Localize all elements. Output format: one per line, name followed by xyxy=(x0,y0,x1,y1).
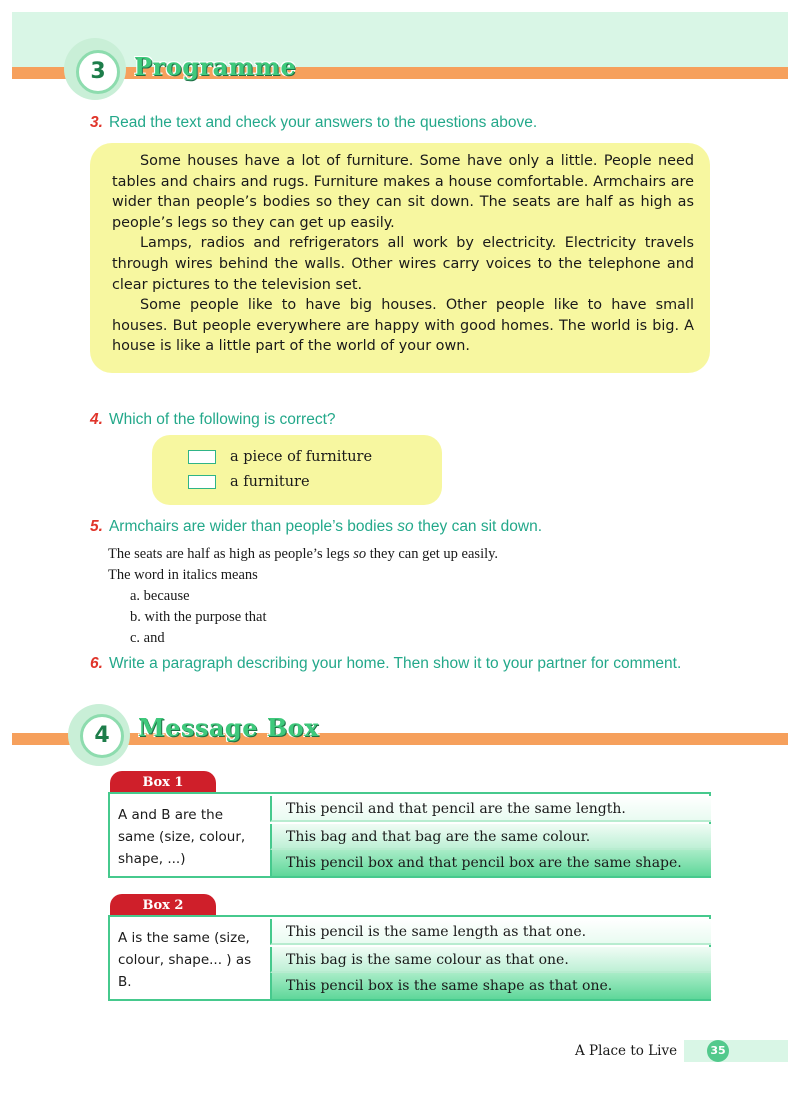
box-2-tab: Box 2 xyxy=(110,894,216,916)
answer-option[interactable] xyxy=(188,446,372,468)
sentence-italic-word: so xyxy=(353,546,367,562)
footer-band xyxy=(684,1040,788,1062)
box-rule xyxy=(110,794,270,876)
section-title: Message Box xyxy=(138,713,319,742)
rule-line: colour, shape... ) as xyxy=(118,952,252,968)
answer-checkbox[interactable] xyxy=(188,475,216,489)
box-1-table xyxy=(108,792,711,878)
answer-options-box xyxy=(152,435,442,505)
box-1-tab: Box 1 xyxy=(110,771,216,793)
choice-c: c. and xyxy=(130,630,165,646)
example-row: This pencil box is the same shape as that one. xyxy=(270,973,711,999)
section-header-band xyxy=(12,12,788,70)
passage-paragraph: Some houses have a lot of furniture. Some have only a little. People need tables and chairs and rugs. Furniture makes a house comfortable. Armchairs are wider than people’s bodies so they can sit down. The seats are half as high as people’s legs so they can get up easily. xyxy=(112,153,694,231)
task-text: Armchairs are wider than people’s bodies xyxy=(108,518,398,535)
choice-a: a. because xyxy=(130,588,190,604)
task-text: Write a paragraph describing your home. Then show it to your partner for comment. xyxy=(108,655,682,672)
task-number: 3. xyxy=(90,114,103,131)
rule-line: shape, ...) xyxy=(118,851,186,867)
section-number-badge: 4 xyxy=(80,714,124,758)
answer-option[interactable] xyxy=(188,471,310,493)
rule-line: same (size, colour, xyxy=(118,829,246,845)
task-4-instruction xyxy=(90,411,336,429)
example-row: This bag is the same colour as that one. xyxy=(270,947,711,973)
section-title: Programme xyxy=(134,52,297,81)
choice-b: b. with the purpose that xyxy=(130,609,267,625)
task-number: 4. xyxy=(90,411,103,428)
task-number: 6. xyxy=(90,655,103,672)
answer-checkbox[interactable] xyxy=(188,450,216,464)
passage-paragraph: Some people like to have big houses. Other people like to have small houses. But people everywhere are happy with good homes. The world is big. A house is like a little part of the world of your own. xyxy=(112,297,694,355)
rule-line: A is the same (size, xyxy=(118,930,250,946)
page-number: 35 xyxy=(707,1040,729,1062)
box-rule xyxy=(110,917,270,999)
example-row: This pencil is the same length as that one. xyxy=(270,919,711,945)
unit-title: A Place to Live xyxy=(575,1043,678,1059)
task-5-prompt: The word in italics means xyxy=(108,567,258,583)
example-row: This pencil box and that pencil box are the same shape. xyxy=(270,850,711,876)
rule-line: A and B are the xyxy=(118,807,224,823)
example-row: This pencil and that pencil are the same length. xyxy=(270,796,711,822)
task-text: they can sit down. xyxy=(413,518,543,535)
task-number: 5. xyxy=(90,518,103,535)
task-5-instruction xyxy=(90,518,542,536)
passage-paragraph: Lamps, radios and refrigerators all work by electricity. Electricity travels through wires behind the walls. Other wires carry voices to the telephone and clear pictures to the television set. xyxy=(112,235,694,293)
example-row: This bag and that bag are the same colour. xyxy=(270,824,711,850)
box-2-table xyxy=(108,915,711,1001)
section-number-badge: 3 xyxy=(76,50,120,94)
option-label: a furniture xyxy=(230,474,310,490)
sentence-text: The seats are half as high as people’s legs xyxy=(108,546,354,562)
task-italic-word: so xyxy=(397,518,414,535)
sentence-text: they can get up easily. xyxy=(366,546,499,562)
task-text: Read the text and check your answers to the questions above. xyxy=(108,114,538,131)
reading-passage xyxy=(90,143,710,373)
task-6-instruction xyxy=(90,655,681,673)
option-label: a piece of furniture xyxy=(230,449,373,465)
task-3-instruction xyxy=(90,114,537,132)
rule-line: B. xyxy=(118,974,132,990)
task-5-sentence xyxy=(108,546,498,563)
section-divider-bar xyxy=(12,67,788,79)
task-text: Which of the following is correct? xyxy=(108,411,336,428)
